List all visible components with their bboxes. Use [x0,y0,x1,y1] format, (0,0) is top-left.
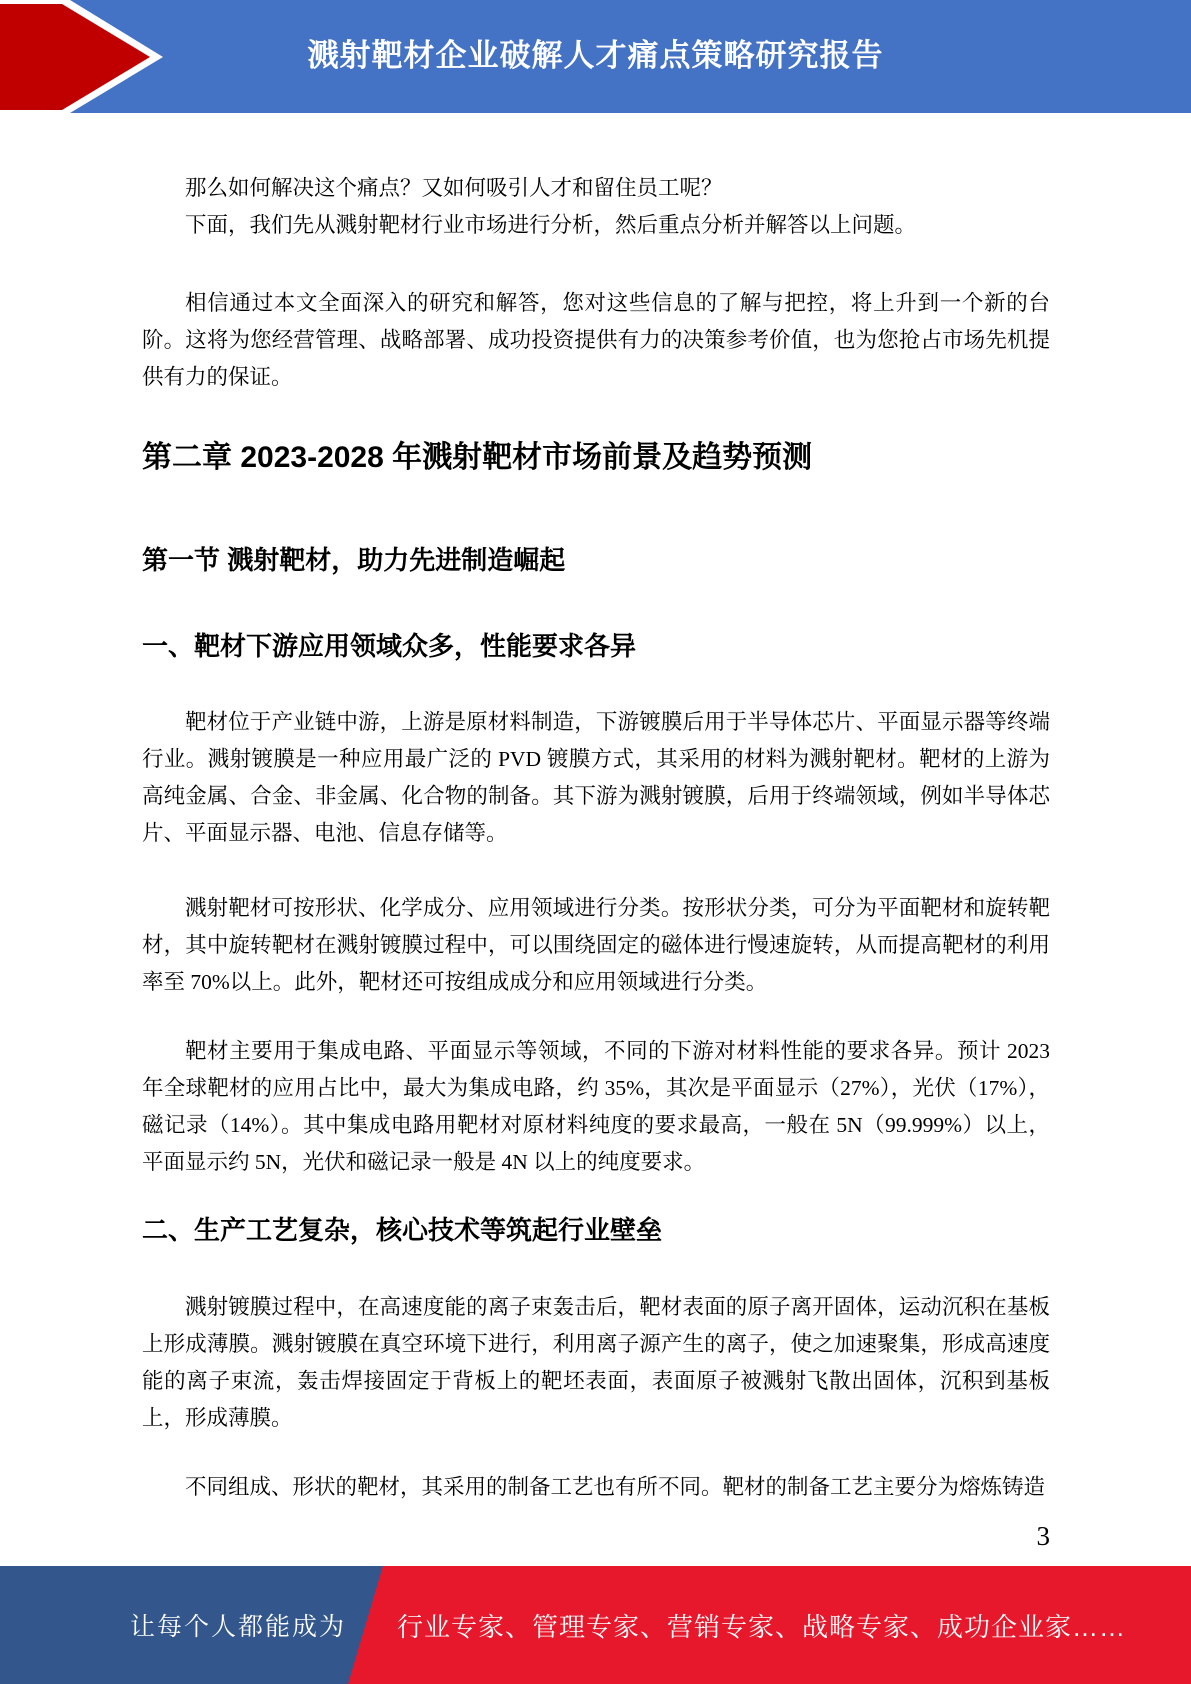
chapter-heading: 第二章 2023-2028 年溅射靶材市场前景及趋势预测 [142,441,813,474]
paragraph-question-1: 那么如何解决这个痛点？又如何吸引人才和留住员工呢？ [185,176,723,200]
footer-slogan-right: 行业专家、管理专家、营销专家、战略专家、成功企业家…… [397,1611,1127,1642]
subsection-heading-1: 一、靶材下游应用领域众多，性能要求各异 [142,631,637,661]
footer-slogan-left: 让每个人都能成为 [129,1613,346,1641]
paragraph-question-2: 下面，我们先从溅射靶材行业市场进行分析，然后重点分析并解答以上问题。 [185,213,917,237]
paragraph-classification: 溅射靶材可按形状、化学成分、应用领域进行分类。按形状分类，可分为平面靶材和旋转靶材，其中旋转靶材在溅射镀膜过程中，可以围绕固定的磁体进行慢速旋转，从而提高靶材的利用率至 70%以上。此外，靶材还可按组成成分和应用领域进行分类。 [142,896,1050,994]
document-body [142,0,1050,1555]
paragraph-industry-chain: 靶材位于产业链中游，上游是原材料制造，下游镀膜后用于半导体芯片、平面显示器等终端行业。溅射镀膜是一种应用最广泛的 PVD 镀膜方式，其采用的材料为溅射靶材。靶材的上游为高纯金属、合金、非金属、化合物的制备。其下游为溅射镀膜，后用于终端领域，例如半导体芯片、平面显示器、电池、信息存储等。 [142,710,1050,845]
page-footer [0,1566,1191,1684]
paragraph-sputter-process: 溅射镀膜过程中，在高速度能的离子束轰击后，靶材表面的原子离开固体，运动沉积在基板上形成薄膜。溅射镀膜在真空环境下进行，利用离子源产生的离子，使之加速聚集，形成高速度能的离子束流，轰击焊接固定于背板上的靶坯表面，表面原子被溅射飞散出固体，沉积到基板上，形成薄膜。 [142,1295,1050,1430]
paragraph-application: 靶材主要用于集成电路、平面显示等领域，不同的下游对材料性能的要求各异。预计 2023 年全球靶材的应用占比中，最大为集成电路，约 35%，其次是平面显示（27%），光伏（17%），磁记录（14%）。其中集成电路用靶材对原材料纯度的要求最高，一般在 5N（99.999%）以上，平面显示约 5N，光伏和磁记录一般是 4N 以上的纯度要求。 [142,1039,1050,1174]
report-title: 溅射靶材企业破解人才痛点策略研究报告 [307,37,884,73]
subsection-heading-2: 二、生产工艺复杂，核心技术等筑起行业壁垒 [142,1215,663,1245]
page-number: 3 [1036,1521,1050,1551]
paragraph-promise: 相信通过本文全面深入的研究和解答，您对这些信息的了解与把控，将上升到一个新的台阶。这将为您经营管理、战略部署、成功投资提供有力的决策参考价值，也为您抢占市场先机提供有力的保证。 [142,291,1050,389]
section-heading: 第一节 溅射靶材，助力先进制造崛起 [142,545,566,575]
paragraph-preparation: 不同组成、形状的靶材，其采用的制备工艺也有所不同。靶材的制备工艺主要分为熔炼铸造 [185,1475,1046,1499]
